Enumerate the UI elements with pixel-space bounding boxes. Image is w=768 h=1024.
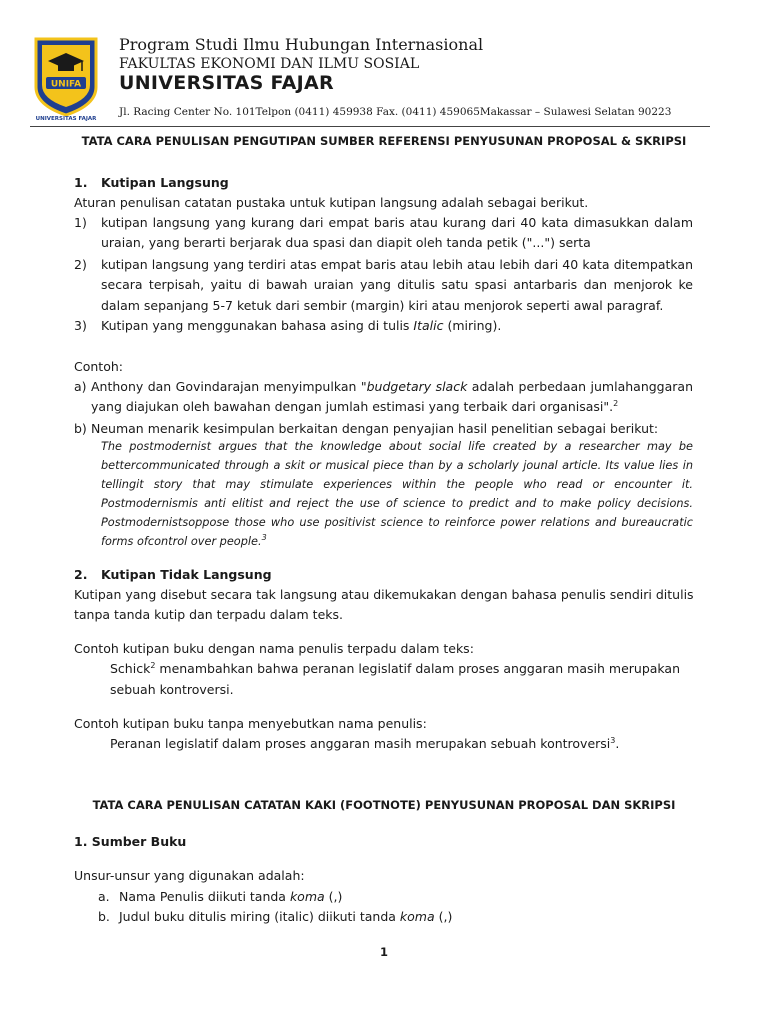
quote-line: Postmodernistsoppose those who use positivist science to reinforce power relations and bureaucratic — [101, 516, 693, 529]
program-name: Program Studi Ilmu Hubungan Internasional — [119, 35, 484, 54]
quote-line: bettercommunicated through a skit or musical piece than by a scholarly jounal article. Its value lies in — [101, 459, 693, 472]
section2-item-b-label: b. — [98, 909, 110, 924]
rule2-line1: kutipan langsung yang terdiri atas empat baris atau lebih atau lebih dari 40 kata ditempatkan — [101, 257, 693, 272]
example-a-line1 — [91, 377, 693, 398]
example-b-text: Neuman menarik kesimpulan berkaitan dengan penyajian hasil penelitian sebagai berikut: — [91, 421, 659, 436]
quote-line: Postmodernismis anti elitist and reject the use of science to predict and to make policy decisions. — [101, 497, 693, 510]
sub2-line1: Kutipan yang disebut secara tak langsung atau dikemukakan dengan bahasa penulis sendiri ditulis — [74, 587, 694, 602]
rule2-number: 2) — [74, 257, 87, 272]
header-divider — [30, 126, 710, 127]
logo-caption: UNIVERSITAS FAJAR — [35, 116, 97, 121]
example-a-post: adalah perbedaan jumlahanggaran — [467, 379, 693, 394]
sub1-number: 1. — [74, 175, 88, 190]
example-a-pre: Anthony dan Govindarajan menyimpulkan " — [91, 379, 367, 394]
sub2-example2-text — [110, 734, 619, 755]
rule1-number: 1) — [74, 215, 87, 230]
section2-item-a-label: a. — [98, 889, 110, 904]
rule2-line2: secara terpisah, yaitu di bawah uraian yang ditulis satu spasi antarbaris dan menjorok ke — [101, 277, 693, 292]
item-b-pre: Judul buku ditulis miring (italic) diikuti tanda — [119, 909, 400, 924]
rule3-pre: Kutipan yang menggunakan bahasa asing di tulis — [101, 318, 414, 333]
example1-rest: menambahkan bahwa peranan legislatif dalam proses anggaran masih merupakan — [155, 661, 681, 676]
item-b-italic: koma — [399, 909, 435, 924]
block-quote — [101, 437, 693, 551]
university-logo — [32, 35, 100, 121]
faculty-name: FAKULTAS EKONOMI DAN ILMU SOSIAL — [119, 56, 420, 72]
example-a-line2-text: yang diajukan oleh bawahan dengan jumlah estimasi yang terbaik dari organisasi". — [91, 399, 614, 414]
sub2-example1-line2: sebuah kontroversi. — [110, 682, 234, 697]
sub2-line2: tanpa tanda kutip dan terpadu dalam teks. — [74, 607, 344, 622]
section2-item-b — [119, 907, 452, 928]
example1-sup: 2 — [150, 660, 156, 670]
rule3-text — [101, 316, 501, 337]
rule1-line2: uraian, yang berarti berjarak dua spasi dan diapit oleh tanda petik ("...") serta — [101, 235, 591, 250]
sub1-title: Kutipan Langsung — [101, 175, 229, 190]
contoh-label: Contoh: — [74, 359, 123, 374]
quote-last-line — [101, 532, 693, 551]
example-a-label: a) — [74, 379, 87, 394]
example-a-line2 — [91, 397, 618, 418]
section2-title: TATA CARA PENULISAN CATATAN KAKI (FOOTNOTE) PENYUSUNAN PROPOSAL DAN SKRIPSI — [92, 798, 676, 812]
footnote-ref-2: 2 — [613, 398, 619, 408]
sub2-number: 2. — [74, 567, 88, 582]
quote-line: The postmodernist argues that the knowledge about social life created by a researcher may be — [101, 440, 693, 453]
section2-sub1: 1. Sumber Buku — [74, 834, 187, 849]
university-address: Jl. Racing Center No. 101Telpon (0411) 459938 Fax. (0411) 459065Makassar – Sulawesi Selatan 90223 — [119, 106, 672, 118]
item-a-post: (,) — [324, 889, 343, 904]
example1-name: Schick — [110, 661, 151, 676]
rule3-italic: Italic — [413, 318, 444, 333]
example-b-label: b) — [74, 421, 87, 436]
footnote-ref-3: 3 — [261, 533, 267, 543]
logo-text: UNIFA — [50, 79, 82, 90]
page-number: 1 — [379, 945, 388, 959]
rule1-line1: kutipan langsung yang kurang dari empat baris atau kurang dari 40 kata dimasukkan dalam — [101, 215, 693, 230]
section2-item-a — [119, 887, 342, 908]
example-a-italic: budgetary slack — [366, 379, 468, 394]
university-name: UNIVERSITAS FAJAR — [119, 72, 334, 94]
sub2-title: Kutipan Tidak Langsung — [101, 567, 272, 582]
item-b-post: (,) — [434, 909, 453, 924]
example2-sup: 3 — [610, 735, 616, 745]
example2-end: . — [615, 736, 620, 751]
section1-title: TATA CARA PENULISAN PENGUTIPAN SUMBER REFERENSI PENYUSUNAN PROPOSAL & SKRIPSI — [81, 134, 687, 148]
item-a-pre: Nama Penulis diikuti tanda — [119, 889, 290, 904]
sub1-intro: Aturan penulisan catatan pustaka untuk kutipan langsung adalah sebagai berikut. — [74, 195, 589, 210]
sub2-example2-label: Contoh kutipan buku tanpa menyebutkan nama penulis: — [74, 716, 427, 731]
quote-line-text: forms ofcontrol over people. — [101, 535, 262, 548]
example2-text: Peranan legislatif dalam proses anggaran masih merupakan sebuah kontroversi — [110, 736, 611, 751]
quote-line: tellingit story that may stimulate experiences within the people who read or encounter it. — [101, 478, 693, 491]
rule2-line3: dalam sepanjang 5-7 ketuk dari sembir (margin) kiri atau menjorok seperti awal paragraf. — [101, 298, 664, 313]
section2-intro: Unsur-unsur yang digunakan adalah: — [74, 868, 305, 883]
rule3-post: (miring). — [443, 318, 502, 333]
rule3-number: 3) — [74, 318, 87, 333]
sub2-example1-label: Contoh kutipan buku dengan nama penulis terpadu dalam teks: — [74, 641, 474, 656]
sub2-example1-line1 — [110, 659, 680, 680]
item-a-italic: koma — [289, 889, 325, 904]
unifa-shield-icon — [32, 35, 100, 121]
